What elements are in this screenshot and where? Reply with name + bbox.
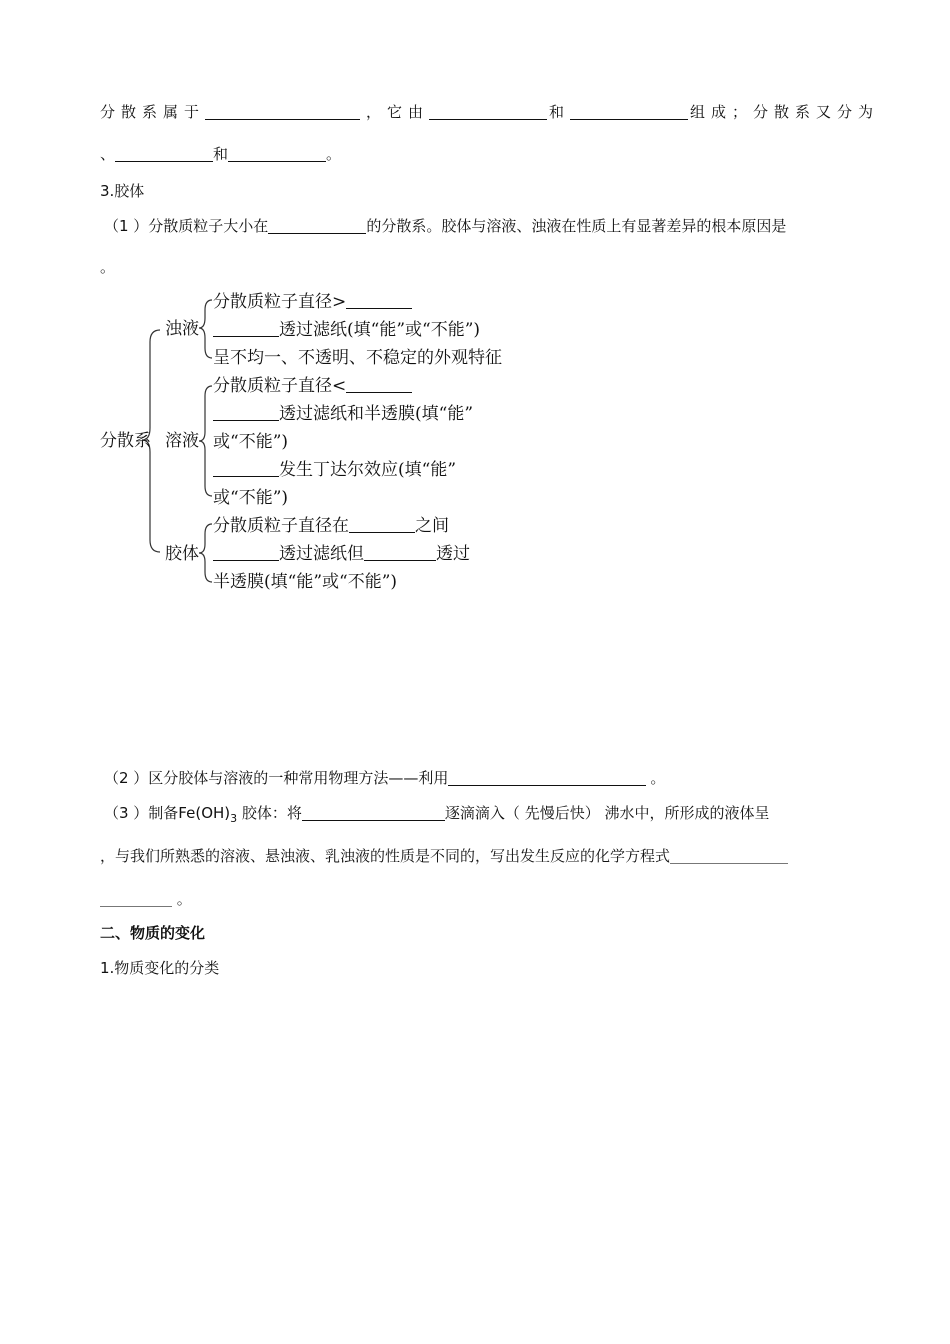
tree-jiaoti: 胶体: [165, 544, 199, 564]
q2-text-a: （2 ）区分胶体与溶液的一种常用物理方法——利用: [104, 769, 449, 787]
blank-field[interactable]: [670, 848, 788, 864]
blank-field[interactable]: [448, 770, 646, 786]
q3-line1: [104, 803, 769, 829]
q3-line3: [100, 889, 192, 909]
section2-title: 二、物质的变化: [100, 924, 206, 942]
j1-text-b: 之间: [415, 516, 449, 536]
section3-q1-end: 。: [100, 258, 116, 276]
tree-root: 分散系: [100, 431, 151, 451]
q3-text-a: （3 ）制备Fe(OH): [104, 804, 231, 822]
section2-sub1: 1.物质变化的分类: [100, 959, 220, 977]
tree-z2: [213, 319, 480, 341]
para1-text-d: 组成；分散系又分为: [690, 103, 880, 121]
tree-r2b: 或“不能”): [213, 432, 289, 452]
q2-text-b: 。: [650, 769, 666, 787]
blank-field[interactable]: [213, 544, 279, 561]
q3-subscript: 3: [230, 812, 238, 825]
q3-text-e: 。: [172, 890, 192, 908]
tree-r1: [213, 375, 412, 397]
q3-text-d: ，与我们所熟悉的溶液、悬浊液、乳浊液的性质是不同的，写出发生反应的化学方程式: [100, 847, 671, 865]
tree-r3: [213, 459, 456, 481]
q1-text-b: 的分散系。胶体与溶液、浊液在性质上有显著差异的根本原因是: [366, 217, 787, 235]
tree-j1: [213, 515, 449, 537]
q3-line2: [100, 846, 788, 866]
tree-z3: 呈不均一、不透明、不稳定的外观特征: [213, 348, 502, 368]
blank-field[interactable]: [213, 460, 279, 477]
blank-field[interactable]: [213, 404, 279, 421]
tree-zhuoye: 浊液: [165, 319, 199, 339]
para1-text-b: ，它由: [366, 103, 430, 121]
z1-text: 分散质粒子直径>: [213, 292, 347, 312]
blank-field[interactable]: [302, 805, 445, 821]
blank-field[interactable]: [346, 292, 412, 309]
j2-text-a: 透过滤纸但: [279, 544, 364, 564]
q2-line: [104, 768, 665, 788]
j1-text-a: 分散质粒子直径在: [213, 516, 349, 536]
tree-j3: 半透膜(填“能”或“不能”): [213, 572, 398, 592]
section3-title: 3.胶体: [100, 182, 145, 200]
tree-rongye: 溶液: [165, 431, 199, 451]
z2-text: 透过滤纸(填“能”或“不能”): [279, 320, 481, 340]
tree-r3b: 或“不能”): [213, 488, 289, 508]
blank-field[interactable]: [349, 516, 415, 533]
para1-text-f: 和: [213, 145, 229, 163]
tree-z1: [213, 291, 412, 313]
para1-text-c: 和: [549, 103, 571, 121]
blank-field[interactable]: [364, 544, 436, 561]
para1-text-a: 分散系属于: [100, 103, 206, 121]
r3-text: 发生丁达尔效应(填“能”: [279, 460, 457, 480]
blank-field[interactable]: [213, 320, 279, 337]
r1-text: 分散质粒子直径<: [213, 376, 347, 396]
j2-text-b: 透过: [436, 544, 470, 564]
tree-r2: [213, 403, 473, 425]
q3-text-b: 胶体：将: [237, 804, 302, 822]
q3-text-c: 逐滴滴入（ 先慢后快） 沸水中，所形成的液体呈: [444, 804, 770, 822]
q1-text-a: （1 ）分散质粒子大小在: [104, 217, 269, 235]
para1-text-e: 、: [100, 145, 116, 163]
r2-text: 透过滤纸和半透膜(填“能”: [279, 404, 474, 424]
blank-field[interactable]: [100, 891, 172, 907]
para1-text-g: 。: [326, 145, 342, 163]
blank-field[interactable]: [346, 376, 412, 393]
tree-j2: [213, 543, 470, 565]
